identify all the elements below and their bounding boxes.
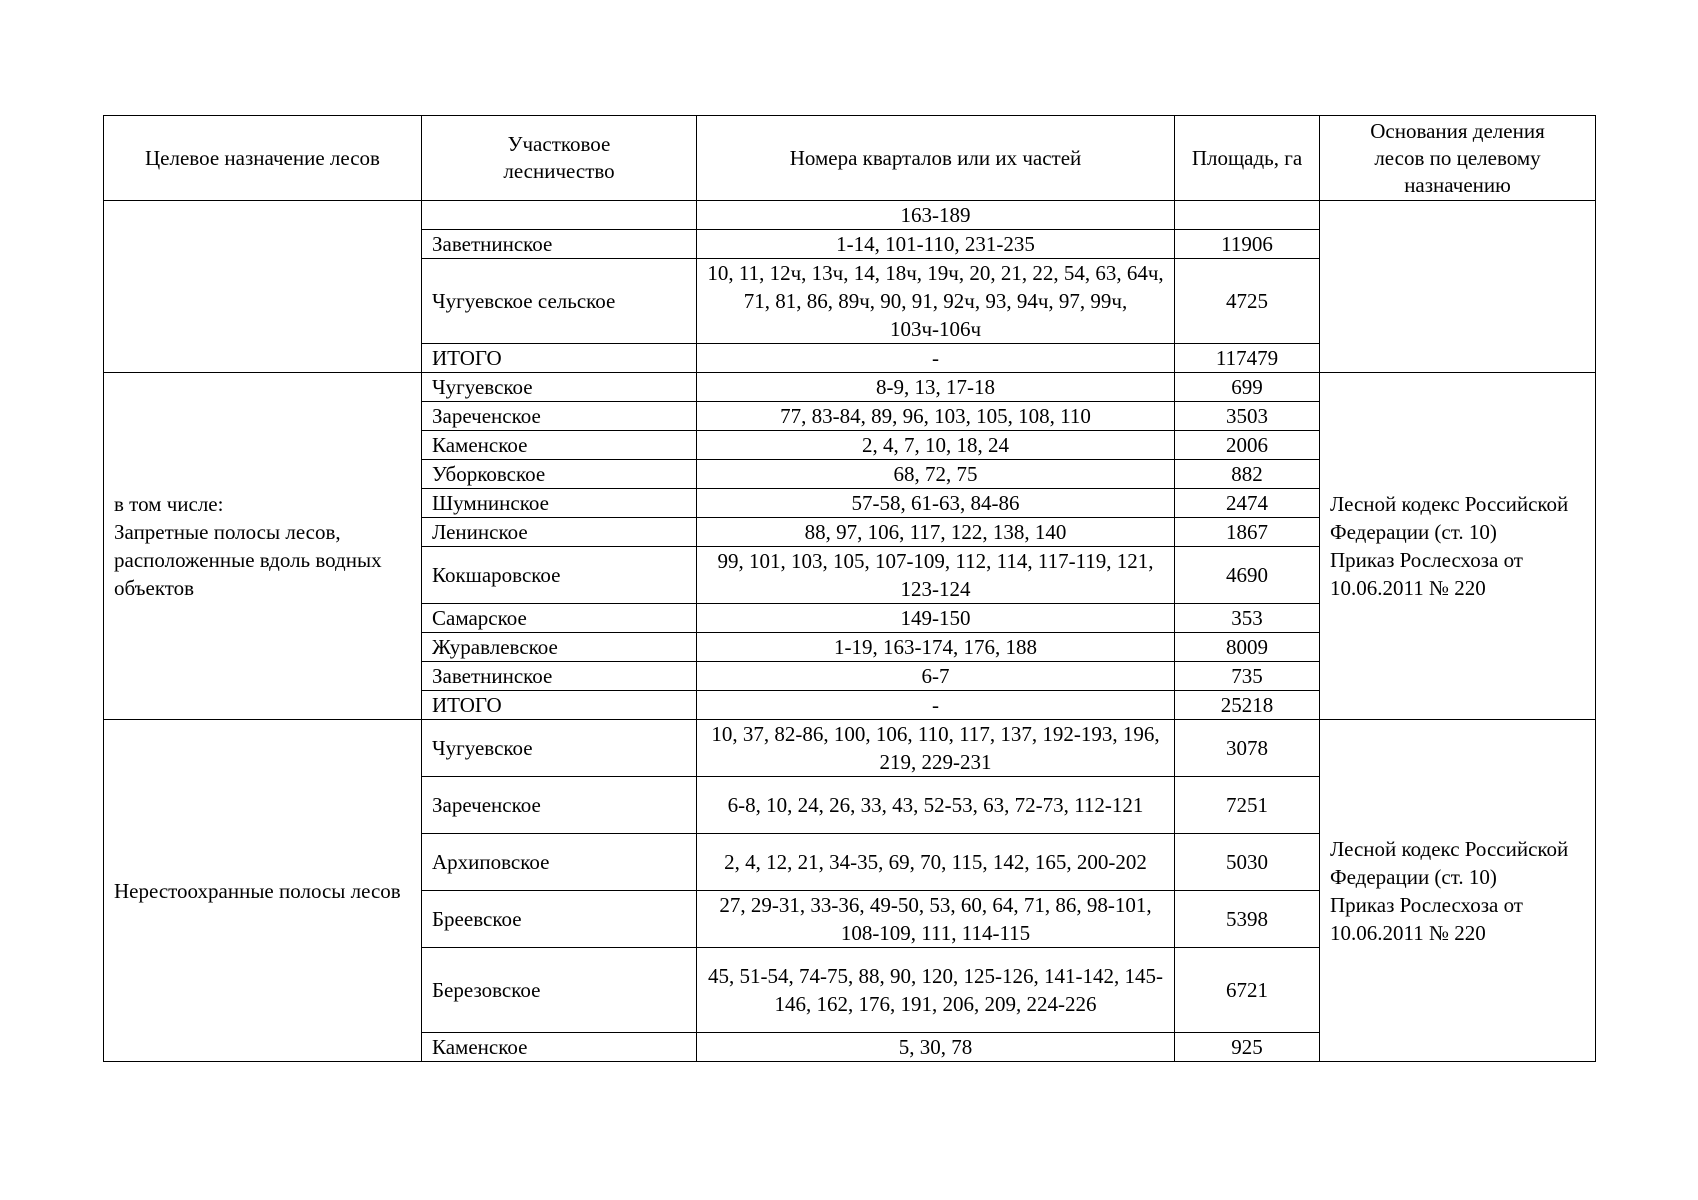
area-cell: 4725 <box>1175 259 1320 344</box>
header-purpose: Целевое назначение лесов <box>104 116 422 201</box>
area-cell: 4690 <box>1175 547 1320 604</box>
forestry-cell <box>422 201 697 230</box>
basis-spawning-line2: Приказ Рослесхоза от 10.06.2011 № 220 <box>1330 892 1523 945</box>
forestry-cell: Чугуевское <box>422 720 697 777</box>
header-area: Площадь, га <box>1175 116 1320 201</box>
forestry-cell: Архиповское <box>422 834 697 891</box>
area-cell: 2474 <box>1175 489 1320 518</box>
forestry-cell: Зареченское <box>422 402 697 431</box>
quarters-cell: 57-58, 61-63, 84-86 <box>697 489 1175 518</box>
purpose-prohibited-line1: в том числе: <box>114 492 224 516</box>
quarters-cell: 99, 101, 103, 105, 107-109, 112, 114, 117-119, 121, 123-124 <box>697 547 1175 604</box>
basis-spawning-line1: Лесной кодекс Российской Федерации (ст. 10) <box>1330 836 1569 889</box>
area-cell: 7251 <box>1175 777 1320 834</box>
forestry-cell: Заветнинское <box>422 230 697 259</box>
area-cell: 2006 <box>1175 431 1320 460</box>
purpose-cell-spawning: Нерестоохранные полосы лесов <box>104 720 422 1062</box>
quarters-cell: 149-150 <box>697 604 1175 633</box>
forestry-cell: Самарское <box>422 604 697 633</box>
total-label: ИТОГО <box>422 344 697 373</box>
basis-cell-continued <box>1320 201 1596 373</box>
header-quarters: Номера кварталов или их частей <box>697 116 1175 201</box>
table-row <box>104 720 1596 777</box>
quarters-cell: 5, 30, 78 <box>697 1033 1175 1062</box>
area-cell: 3503 <box>1175 402 1320 431</box>
header-forestry: Участковое лесничество <box>422 116 697 201</box>
area-cell: 735 <box>1175 662 1320 691</box>
purpose-cell-continued <box>104 201 422 373</box>
basis-cell-spawning <box>1320 720 1596 1062</box>
area-cell: 353 <box>1175 604 1320 633</box>
total-area: 25218 <box>1175 691 1320 720</box>
area-cell: 6721 <box>1175 948 1320 1033</box>
quarters-cell: 2, 4, 7, 10, 18, 24 <box>697 431 1175 460</box>
total-quarters: - <box>697 691 1175 720</box>
forestry-cell: Зареченское <box>422 777 697 834</box>
area-cell: 699 <box>1175 373 1320 402</box>
area-cell: 3078 <box>1175 720 1320 777</box>
quarters-cell: 10, 37, 82-86, 100, 106, 110, 117, 137, 192-193, 196, 219, 229-231 <box>697 720 1175 777</box>
forestry-cell: Ленинское <box>422 518 697 547</box>
forestry-cell: Кокшаровское <box>422 547 697 604</box>
forestry-cell: Журавлевское <box>422 633 697 662</box>
forestry-cell: Березовское <box>422 948 697 1033</box>
quarters-cell: 68, 72, 75 <box>697 460 1175 489</box>
table-row <box>104 373 1596 402</box>
quarters-cell: 1-14, 101-110, 231-235 <box>697 230 1175 259</box>
quarters-cell: 27, 29-31, 33-36, 49-50, 53, 60, 64, 71, 86, 98-101, 108-109, 111, 114-115 <box>697 891 1175 948</box>
basis-cell-prohibited <box>1320 373 1596 720</box>
area-cell <box>1175 201 1320 230</box>
quarters-cell: 77, 83-84, 89, 96, 103, 105, 108, 110 <box>697 402 1175 431</box>
forestry-cell: Каменское <box>422 431 697 460</box>
area-cell: 882 <box>1175 460 1320 489</box>
quarters-cell: 163-189 <box>697 201 1175 230</box>
quarters-cell: 45, 51-54, 74-75, 88, 90, 120, 125-126, 141-142, 145-146, 162, 176, 191, 206, 209, 224-226 <box>697 948 1175 1033</box>
area-cell: 5030 <box>1175 834 1320 891</box>
quarters-cell: 2, 4, 12, 21, 34-35, 69, 70, 115, 142, 165, 200-202 <box>697 834 1175 891</box>
header-basis: Основания деления лесов по целевому назначению <box>1320 116 1596 201</box>
area-cell: 1867 <box>1175 518 1320 547</box>
quarters-cell: 88, 97, 106, 117, 122, 138, 140 <box>697 518 1175 547</box>
purpose-cell-prohibited <box>104 373 422 720</box>
forestry-cell: Каменское <box>422 1033 697 1062</box>
quarters-cell: 6-7 <box>697 662 1175 691</box>
area-cell: 5398 <box>1175 891 1320 948</box>
forestry-cell: Заветнинское <box>422 662 697 691</box>
forestry-cell: Бреевское <box>422 891 697 948</box>
forestry-cell: Чугуевское сельское <box>422 259 697 344</box>
total-label: ИТОГО <box>422 691 697 720</box>
total-quarters: - <box>697 344 1175 373</box>
basis-prohibited-line1: Лесной кодекс Российской Федерации (ст. 10) <box>1330 492 1569 544</box>
area-cell: 11906 <box>1175 230 1320 259</box>
quarters-cell: 8-9, 13, 17-18 <box>697 373 1175 402</box>
table-header-row <box>104 116 1596 201</box>
quarters-cell: 6-8, 10, 24, 26, 33, 43, 52-53, 63, 72-73, 112-121 <box>697 777 1175 834</box>
purpose-prohibited-line2: Запретные полосы лесов, расположенные вдоль водных объектов <box>114 520 382 600</box>
forestry-cell: Чугуевское <box>422 373 697 402</box>
area-cell: 925 <box>1175 1033 1320 1062</box>
table-row <box>104 201 1596 230</box>
total-area: 117479 <box>1175 344 1320 373</box>
forest-purpose-table <box>103 115 1596 1062</box>
quarters-cell: 10, 11, 12ч, 13ч, 14, 18ч, 19ч, 20, 21, 22, 54, 63, 64ч, 71, 81, 86, 89ч, 90, 91, 92ч, 93, 94ч, 97, 99ч, 103ч-106ч <box>697 259 1175 344</box>
area-cell: 8009 <box>1175 633 1320 662</box>
quarters-cell: 1-19, 163-174, 176, 188 <box>697 633 1175 662</box>
basis-prohibited-line2: Приказ Рослесхоза от 10.06.2011 № 220 <box>1330 548 1523 600</box>
forestry-cell: Шумнинское <box>422 489 697 518</box>
forestry-cell: Уборковское <box>422 460 697 489</box>
